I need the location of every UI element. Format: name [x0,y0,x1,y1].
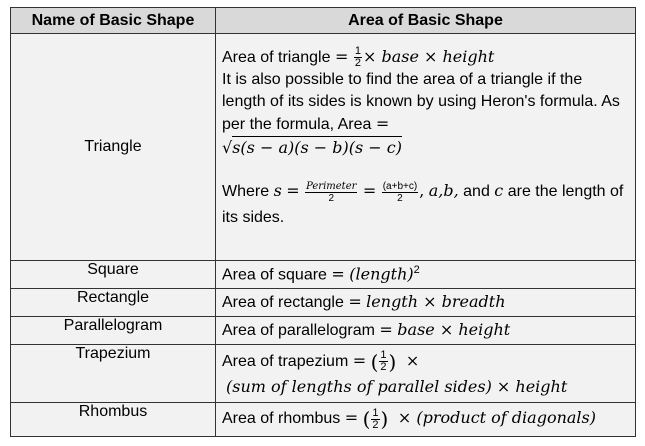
shape-name-square: Square [11,260,216,288]
shape-name-parallelogram: Parallelogram [11,316,216,344]
triangle-half-fraction: $\frac{1}{2}$ [354,45,361,70]
area-cell-parallelogram: Area of parallelogram = base × height [216,316,636,344]
sum-fraction: $\frac{(a+b+c)}{2}$ [382,180,418,204]
area-cell-triangle [216,34,636,261]
semiperimeter-definition: Where s = $\frac{\text{Perimeter}}{2}$ = $\frac{(a+b+c)}{2}$ , a,b, and c are the length of its sides. [222,180,624,227]
table-row [11,344,636,402]
shapes-area-table [10,7,636,437]
rhombus-half-fraction: $\frac{1}{2}$ [372,406,379,431]
table-row [11,260,636,288]
area-cell-square: Area of square = (length)$^2$ [216,260,636,288]
table-row [11,402,636,436]
heron-description: It is also possible to find the area of a triangle if the length of its sides is known by using Heron's formula. As per the formula, Area = [222,71,620,134]
header-row [11,8,636,34]
area-cell-trapezium: Area of trapezium = ( $\frac{1}{2}$ ) × (sum of lengths of parallel sides) × height [216,344,636,402]
heron-formula: √s(s − a)(s − b)(s − c) [222,138,402,158]
table-row [11,316,636,344]
area-cell-rhombus: Area of rhombus = ( $\frac{1}{2}$ ) × (product of diagonals) [216,402,636,436]
triangle-area-line: Area of triangle = $\frac{1}{2}$ × base × height [222,45,495,70]
shape-name-triangle: Triangle [11,34,216,261]
shape-name-rectangle: Rectangle [11,288,216,316]
area-cell-rectangle: Area of rectangle = length × breadth [216,288,636,316]
shape-name-rhombus: Rhombus [11,402,216,436]
table-row [11,34,636,261]
header-name: Name of Basic Shape [11,8,216,34]
triangle-area-label: Area of triangle [222,49,331,67]
table-row [11,288,636,316]
header-area: Area of Basic Shape [216,8,636,34]
perimeter-fraction: $\frac{\text{Perimeter}}{2}$ [306,180,357,204]
trapezium-half-fraction: $\frac{1}{2}$ [380,349,387,374]
shape-name-trapezium: Trapezium [11,344,216,402]
triangle-area-formula: × base × height [362,47,495,67]
